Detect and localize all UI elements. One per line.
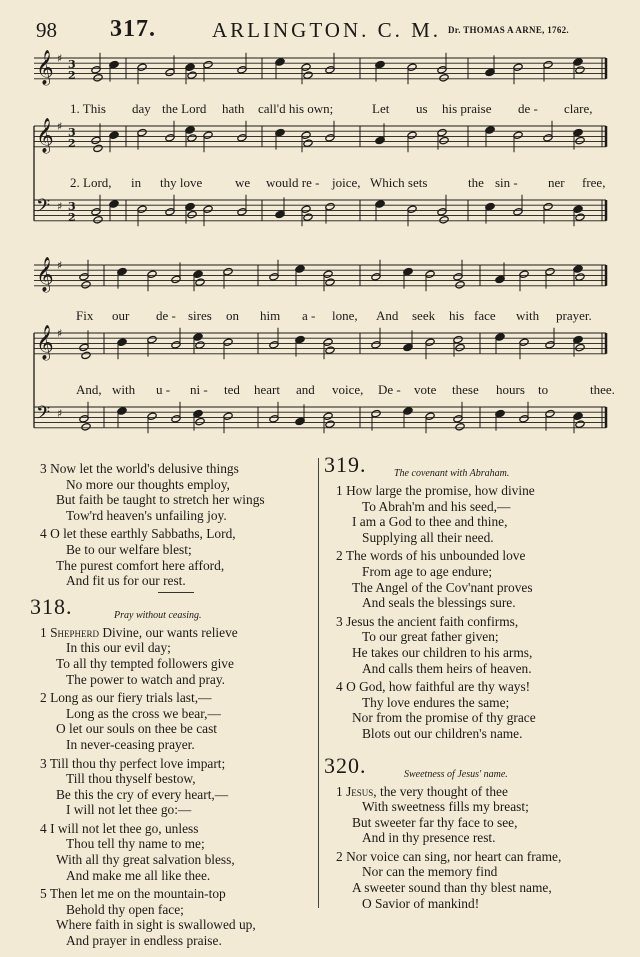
verse-line: Nor voice can sing, nor heart can frame, [346, 848, 562, 864]
verse-line: Then let me on the mountain-top [49, 886, 226, 902]
hymn-317-stanza-4 [40, 526, 320, 588]
time-signature: 3 [68, 200, 76, 213]
hymn-number: 320. [324, 752, 367, 778]
note-head [455, 281, 465, 289]
right-column [324, 452, 626, 914]
note-head [81, 423, 91, 431]
music-notation-system-2 [30, 257, 608, 447]
verse-line: He takes our children to his arms, [352, 644, 533, 660]
hymn-number: 317. [110, 16, 156, 42]
lyric-word: prayer. [556, 308, 592, 323]
sharp-icon: ♯ [57, 259, 63, 272]
lyric-word: face [474, 308, 496, 323]
lyric-word: ted [224, 382, 240, 397]
verse-line: From age to age endure; [362, 563, 493, 579]
lyric-word: in [131, 175, 142, 190]
stanza-number: 3 [336, 613, 343, 629]
lyric-word: his [449, 308, 465, 323]
time-signature: 2 [68, 211, 76, 224]
stanza-number: 3 [40, 755, 47, 771]
tune-name: ARLINGTON. C. M. [212, 18, 442, 42]
verse-line: The power to watch and pray. [66, 671, 226, 687]
verse-line: And fit us for our rest. [66, 573, 186, 589]
verse-line: Tow'rd heaven's unfailing joy. [66, 507, 227, 523]
verse-line: No more our thoughts employ, [66, 476, 230, 492]
lyric-word: with [516, 308, 540, 323]
lyric-word: joice, [332, 175, 361, 190]
lyric-word: the [468, 175, 484, 190]
verse-line: The purest comfort here afford, [56, 557, 225, 573]
lyric-word: hours [496, 382, 525, 397]
verse-line: Behold thy open face; [66, 901, 184, 917]
lyric-word: we [235, 175, 251, 190]
hymn-320-stanza-1 [336, 784, 626, 846]
verse-line: , the very thought of thee [373, 783, 508, 799]
time-signature: 2 [68, 69, 76, 82]
verse-line: To our great father given; [362, 629, 499, 645]
time-signature: 3 [68, 126, 76, 139]
lyric-word: his praise [442, 101, 492, 116]
lyric-word: call'd his own; [258, 101, 334, 116]
treble-clef-icon: 𝄞 [36, 257, 54, 292]
lyric-word: De - [378, 382, 401, 397]
left-column [30, 461, 320, 952]
note-head [303, 139, 313, 147]
lyric-word: u - [156, 382, 171, 397]
hymn-318-stanza-3 [40, 756, 320, 818]
verse-line: Nor from the promise of thy grace [352, 710, 536, 726]
verse-line: And in thy presence rest. [362, 830, 496, 846]
lyric-line-verse-2b [76, 382, 616, 398]
lyric-word: de - [156, 308, 176, 323]
hymn-number: 319. [324, 452, 367, 477]
note-head [455, 423, 465, 431]
verse-line: Where faith in sight is swallowed up, [56, 917, 256, 933]
hymn-318-stanza-2 [40, 690, 320, 752]
lyric-word: clare, [564, 101, 593, 116]
note-head [575, 273, 585, 281]
lyric-word: Fix [76, 308, 94, 323]
note-head [575, 213, 585, 221]
verse-line: How large the promise, how divine [346, 483, 535, 498]
verse-line: To all thy tempted followers give [56, 655, 234, 671]
lyric-word: sires [188, 308, 212, 323]
hymn-318-stanza-5 [40, 886, 320, 948]
hymn-319-stanza-4 [336, 679, 626, 741]
lyric-word: our [112, 308, 130, 323]
verse-line: The words of his unbounded love [345, 548, 526, 564]
note-head [81, 281, 91, 289]
hymn-318-stanza-4 [40, 821, 320, 883]
first-word: Shepherd [50, 624, 100, 640]
verse-line: The Angel of the Cov'nant proves [352, 579, 533, 595]
stanza-number: 4 [336, 679, 343, 695]
note-head [81, 351, 91, 359]
lyric-word: him [260, 308, 281, 323]
verse-line: Long as the cross we bear,— [66, 705, 221, 721]
stanza-number: 1 [336, 783, 343, 799]
verse-line: Now let the world's delusive things [50, 461, 239, 476]
lyric-word: on [226, 308, 239, 323]
page-header [30, 14, 610, 44]
note-head [93, 216, 103, 224]
bass-clef-icon: 𝄢 [36, 196, 51, 221]
verse-line: And seals the blessings sure. [362, 595, 516, 611]
note-head [187, 134, 197, 142]
note-head [303, 71, 313, 79]
hymn-319-heading [324, 452, 626, 483]
lyric-line-verse-1b [76, 308, 616, 324]
lyric-word: to [538, 382, 549, 397]
note-head [93, 74, 103, 82]
verse-line: Thou tell thy name to me; [66, 836, 205, 852]
lyric-word: a - [302, 308, 316, 323]
verse-line: But faith be taught to stretch her wings [56, 492, 265, 508]
hymn-317-stanza-3 [40, 461, 320, 523]
lyric-word: lone, [332, 308, 358, 323]
note-head [325, 420, 335, 428]
lyric-word: free, [582, 175, 606, 190]
hymn-title: Sweetness of Jesus' name. [404, 768, 508, 780]
lyric-word: seek [412, 308, 436, 323]
verse-line: I will not let thee go:— [66, 802, 192, 818]
lyric-word: Let [372, 101, 390, 116]
lyric-line-verse-2a [70, 175, 610, 191]
verse-line: O let these earthly Sabbaths, Lord, [50, 526, 236, 542]
music-notation-system-1 [30, 50, 608, 246]
verse-line: To Abrah'm and his seed,— [362, 498, 511, 514]
lyric-word: ni - [190, 382, 208, 397]
column-divider [318, 458, 319, 908]
note-head [575, 343, 585, 351]
lyric-word: would re - [266, 175, 320, 190]
treble-clef-icon: 𝄞 [36, 325, 54, 360]
lyric-word: day [132, 101, 151, 116]
note-head [325, 346, 335, 354]
lyric-word: thee. [590, 382, 615, 397]
lyric-word: And [376, 308, 399, 323]
note-head [195, 278, 205, 286]
hymn-320-heading [324, 752, 626, 784]
music-system-1 [30, 50, 608, 246]
verse-line: Blots out our children's name. [362, 725, 523, 741]
verse-line: Be this the cry of every heart,— [56, 786, 229, 802]
note-head [575, 420, 585, 428]
note-head [187, 71, 197, 79]
sharp-icon: ♯ [57, 200, 63, 213]
hymn-319-stanza-1 [336, 483, 626, 545]
sharp-icon: ♯ [57, 327, 63, 340]
stanza-number: 1 [40, 624, 47, 640]
verse-line: In this our evil day; [66, 640, 171, 656]
lyric-word: vote [414, 382, 437, 397]
hymn-318-heading [30, 593, 320, 625]
lyric-word: 1. This [70, 101, 106, 116]
verse-line: Till thou thyself bestow, [66, 771, 196, 787]
note-head [439, 74, 449, 82]
lyric-word: hath [222, 101, 245, 116]
stanza-number: 1 [336, 483, 343, 498]
verse-line: With sweetness fills my breast; [362, 799, 529, 815]
lyric-word: Which sets [370, 175, 428, 190]
verse-line: Nor can the memory find [362, 864, 498, 880]
lyric-word: 2. Lord, [70, 175, 112, 190]
lyric-word: de - [518, 101, 538, 116]
treble-clef-icon: 𝄞 [36, 118, 54, 153]
lyric-line-verse-1a [70, 101, 610, 117]
verse-line: O God, how faithful are thy ways! [346, 679, 531, 695]
stanza-number: 2 [336, 848, 343, 864]
hymn-319-stanza-3 [336, 614, 626, 676]
lyric-word: thy love [160, 175, 203, 190]
verse-line: But sweeter far thy face to see, [352, 814, 518, 830]
page-number: 98 [36, 18, 57, 42]
sharp-icon: ♯ [57, 52, 63, 65]
verse-line: And make me all like thee. [66, 867, 211, 883]
note-head [439, 136, 449, 144]
verse-line: I will not let thee go, unless [50, 820, 199, 836]
lyric-word: ner [548, 175, 565, 190]
lyric-word: heart [254, 382, 280, 397]
stanza-number: 2 [40, 690, 47, 706]
verse-line: Jesus the ancient faith confirms, [346, 613, 519, 629]
verse-line: I am a God to thee and thine, [352, 514, 508, 530]
verse-line: Supplying all their need. [362, 529, 494, 545]
stanza-number: 2 [336, 548, 343, 564]
hymn-320-stanza-2 [336, 849, 626, 911]
sharp-icon: ♯ [57, 407, 63, 420]
note-head [187, 210, 197, 218]
verse-line: Divine, our wants relieve [99, 624, 238, 640]
verse-line: O Savior of mankind! [362, 895, 480, 911]
note-head [93, 144, 103, 152]
stanza-number: 4 [40, 820, 47, 836]
music-system-2 [30, 257, 615, 447]
note-head [455, 343, 465, 351]
lyric-word: voice, [332, 382, 364, 397]
hymn-number: 318. [30, 593, 73, 619]
time-signature: 2 [68, 137, 76, 150]
lyric-word: sin - [495, 175, 518, 190]
sharp-icon: ♯ [57, 120, 63, 133]
hymn-title: The covenant with Abraham. [394, 468, 510, 479]
stanza-number: 4 [40, 526, 47, 542]
note-head [303, 213, 313, 221]
treble-clef-icon: 𝄞 [36, 50, 54, 85]
note-head [325, 278, 335, 286]
lyric-word: with [112, 382, 136, 397]
first-word: Jesus [346, 783, 374, 799]
lyric-word: and [296, 382, 315, 397]
hymn-319-stanza-2 [336, 548, 626, 610]
lyric-word: us [416, 101, 428, 116]
stanza-number: 3 [40, 461, 47, 476]
divider [158, 592, 194, 593]
hymn-318-stanza-1 [40, 625, 320, 687]
verse-line: In never-ceasing prayer. [66, 736, 195, 752]
note-head [195, 417, 205, 425]
hymn-title: Pray without ceasing. [114, 609, 202, 621]
bass-clef-icon: 𝄢 [36, 403, 51, 428]
note-head [439, 216, 449, 224]
verse-line: A sweeter sound than thy blest name, [352, 880, 552, 896]
note-head [575, 136, 585, 144]
stanza-number: 5 [40, 886, 47, 902]
note-head [195, 341, 205, 349]
verse-line: And prayer in endless praise. [66, 933, 222, 949]
verse-line: Long as our fiery trials last,— [50, 690, 212, 706]
verse-line: O let our souls on thee be cast [56, 721, 218, 737]
composer-credit: Dr. THOMAS A ARNE, 1762. [448, 25, 569, 35]
verse-line: And calls them heirs of heaven. [362, 660, 532, 676]
verse-line: Thy love endures the same; [362, 694, 510, 710]
lyric-word: these [452, 382, 479, 397]
verse-line: Till thou thy perfect love impart; [49, 755, 226, 771]
note-head [575, 66, 585, 74]
lyric-word: the Lord [162, 101, 207, 116]
lyric-word: And, [76, 382, 102, 397]
verse-line: With all thy great salvation bless, [56, 852, 235, 868]
verse-line: Be to our welfare blest; [66, 541, 192, 557]
time-signature: 3 [68, 58, 76, 71]
